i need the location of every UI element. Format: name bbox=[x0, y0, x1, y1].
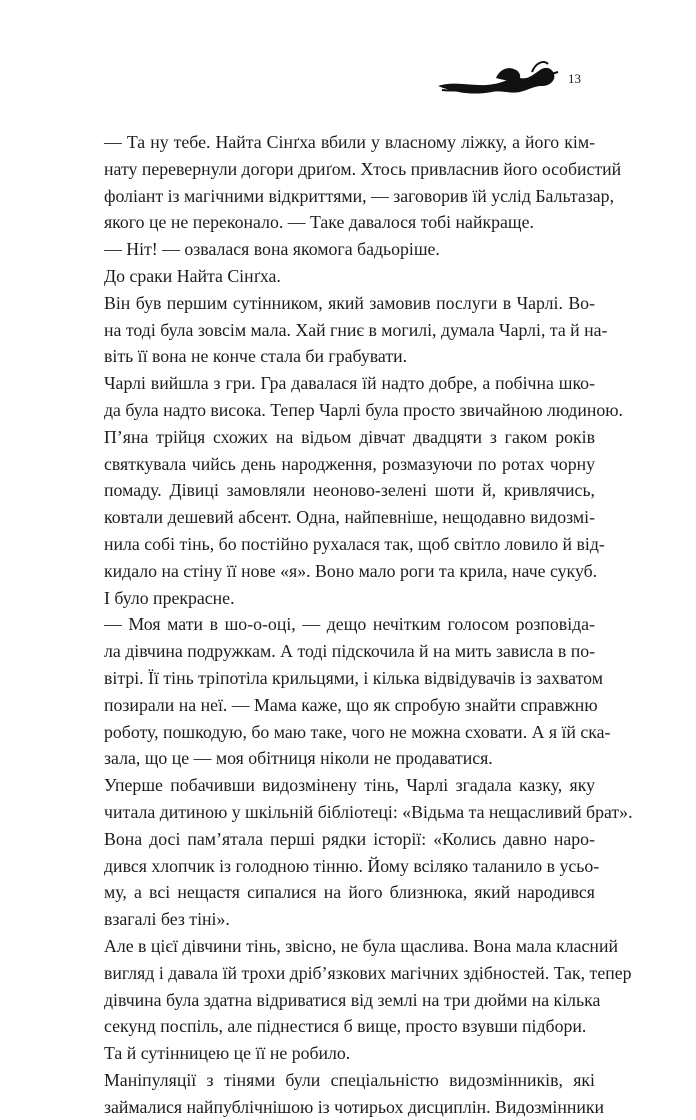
text-line: фоліант із магічними відкриттями, — заговорив їй услід Бальтазар, bbox=[104, 185, 615, 206]
text-line: секунд поспіль, але піднестися б вище, просто взувши підбори. bbox=[104, 1016, 587, 1037]
text-line: ковтали дешевий абсент. Одна, найпевніше, нещодавно видозмі- bbox=[104, 507, 595, 528]
text-line: читала дитиною у шкільній бібліотеці: «Відьма та нещасливий брат». bbox=[104, 801, 633, 822]
text-line: нату перевернули догори дриґом. Хтось привласнив його особистий bbox=[104, 158, 622, 179]
text-line: роботу, пошкодую, бо маю таке, чого не можна сховати. А я їй ска- bbox=[104, 721, 611, 742]
text-line: взагалі без тіні». bbox=[104, 909, 230, 930]
text-line: Маніпуляції з тінями були спеціальністю видозмінників, які bbox=[104, 1069, 595, 1090]
text-line: нила собі тінь, бо постійно рухалася так, щоб світло ловило й від- bbox=[104, 533, 605, 554]
text-line: займалися найпублічнішою із чотирьох дисциплін. Видозмінники bbox=[104, 1096, 605, 1117]
text-line: П’яна трійця схожих на відьом дівчат двадцяти з гаком років bbox=[104, 426, 595, 447]
text-line: Чарлі вийшла з гри. Гра давалася їй надто добре, а побічна шко- bbox=[104, 373, 595, 394]
text-line: кидало на стіну її нове «я». Воно мало роги та крила, наче сукуб. bbox=[104, 560, 598, 581]
text-line: да була надто висока. Тепер Чарлі була просто звичайною людиною. bbox=[104, 399, 623, 420]
text-line: на тоді була зовсім мала. Хай гниє в могилі, думала Чарлі, та й на- bbox=[104, 319, 608, 340]
text-line: помаду. Дівиці замовляли неоново-зелені шоти й, кривлячись, bbox=[104, 480, 595, 501]
text-line: — Ніт! — озвалася вона якомога бадьоріше. bbox=[104, 239, 440, 260]
text-line: Уперше побачивши видозмінену тінь, Чарлі згадала казку, яку bbox=[104, 775, 595, 796]
flying-witch-ornament-icon bbox=[436, 58, 560, 100]
text-line: віть її вона не конче стала би грабувати. bbox=[104, 346, 408, 367]
text-line: святкувала чийсь день народження, розмазуючи по ротах чорну bbox=[104, 453, 595, 474]
text-line: позирали на неї. — Мама каже, що як спробую знайти справжню bbox=[104, 694, 598, 715]
text-line: дився хлопчик із голодною тінню. Йому всіляко таланило в усьо- bbox=[104, 855, 600, 876]
text-line: дівчина була здатна відриватися від землі на три дюйми на кілька bbox=[104, 989, 601, 1010]
text-line: І було прекрасне. bbox=[104, 587, 235, 608]
text-line: зала, що це — моя обітниця ніколи не продаватися. bbox=[104, 748, 493, 769]
page-number: 13 bbox=[568, 71, 581, 86]
body-text bbox=[104, 129, 633, 1120]
text-line: ла дівчина подружкам. А тоді підскочила й на мить зависла в по- bbox=[104, 641, 596, 662]
text-line: Але в цієї дівчини тінь, звісно, не була щаслива. Вона мала класний bbox=[104, 935, 618, 956]
text-line: му, а всі нещастя сипалися на його близнюка, який народився bbox=[104, 882, 595, 903]
text-line: Та й сутінницею це її не робило. bbox=[104, 1043, 351, 1064]
text-line: Він був першим сутінником, який замовив послуги в Чарлі. Во- bbox=[104, 292, 595, 313]
text-line: якого це не переконало. — Таке давалося тобі найкраще. bbox=[104, 212, 534, 233]
text-line: До сраки Найта Сінґха. bbox=[104, 265, 281, 286]
text-line: Вона досі пам’ятала перші рядки історії: «Колись давно наро- bbox=[104, 828, 595, 849]
text-line: вітрі. Її тінь тріпотіла крильцями, і кілька відвідувачів із захватом bbox=[104, 667, 603, 688]
text-line: вигляд і давала їй трохи дріб’язкових магічних здібностей. Так, тепер bbox=[104, 962, 632, 983]
text-line: — Моя мати в шо-о-оці, — дещо нечітким голосом розповіда- bbox=[104, 614, 595, 635]
text-line: — Та ну тебе. Найта Сінґха вбили у власному ліжку, а його кім- bbox=[104, 132, 595, 152]
